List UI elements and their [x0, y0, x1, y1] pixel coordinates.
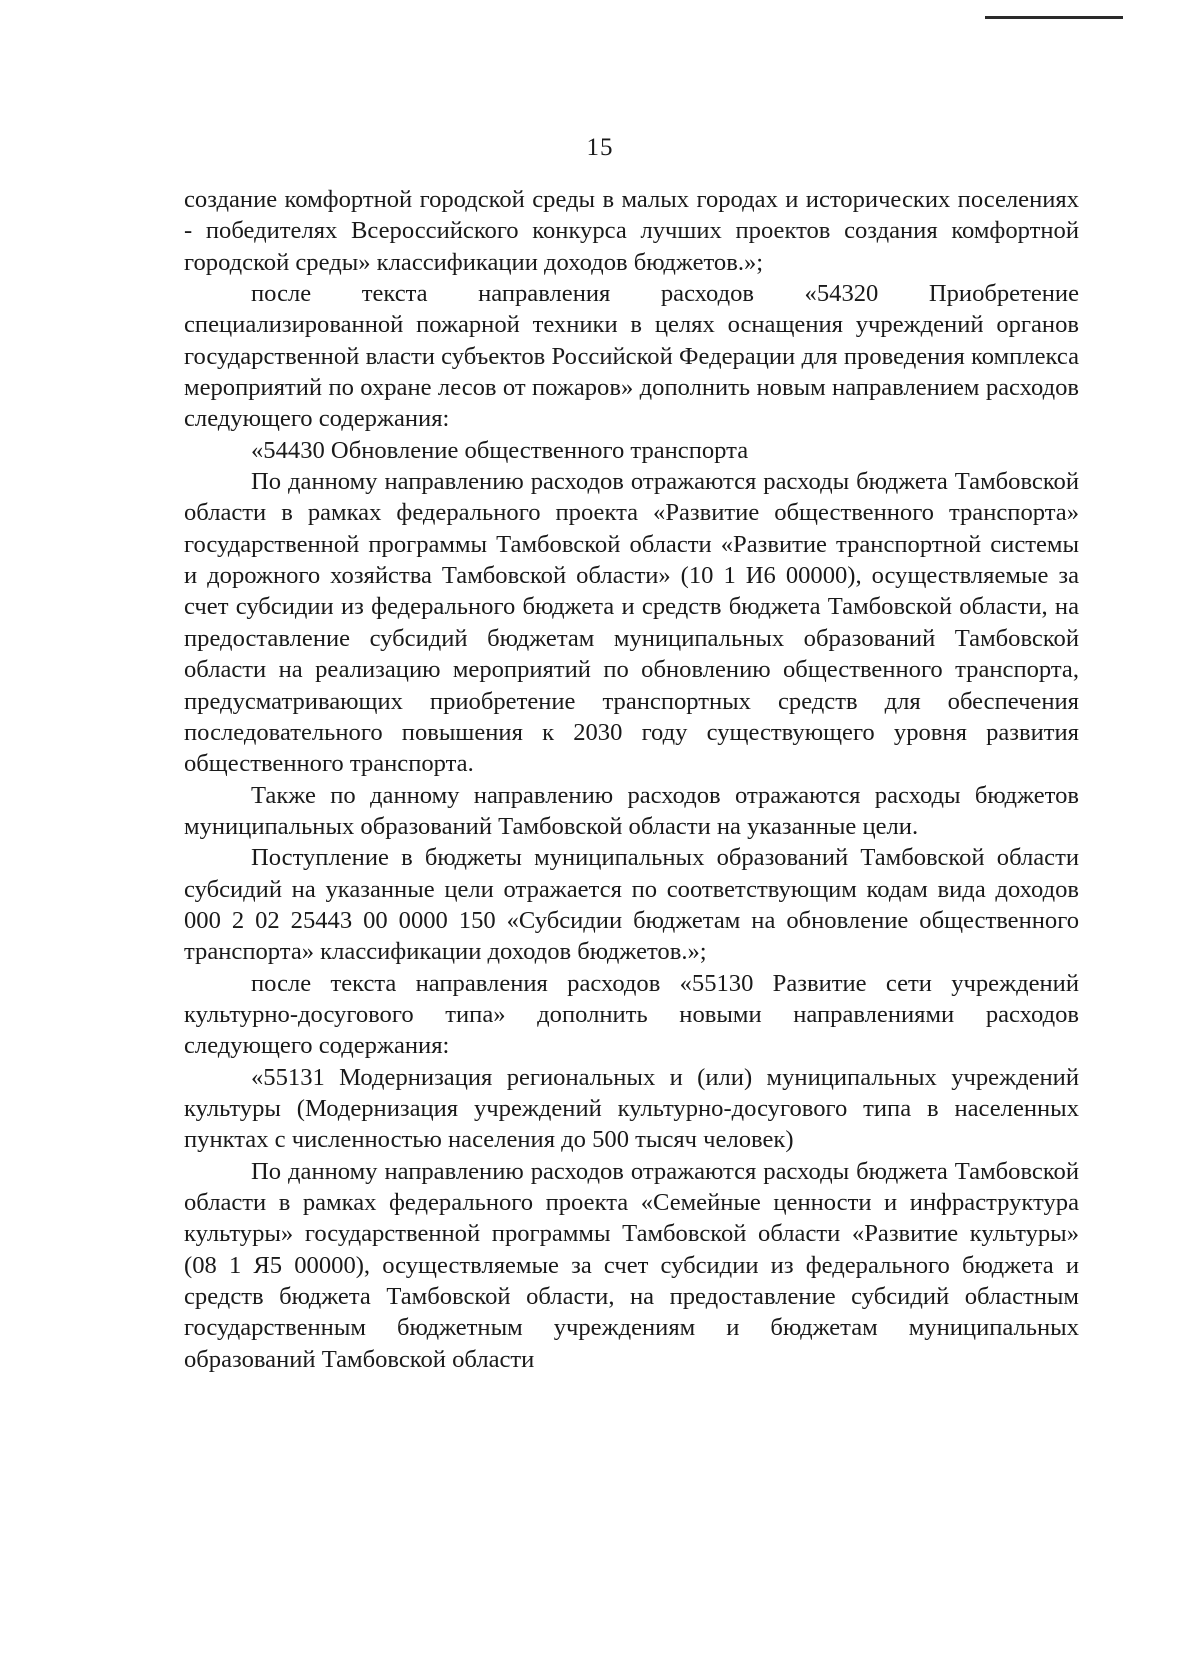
paragraph: после текста направления расходов «54320 Приобретение специализированной пожарной техники в целях оснащения учреждений органов государственной власти субъектов Российской Федерации для проведения комплекса мероприятий по охране лесов от пожаров» дополнить новым направлением расходов следующего содержания: — [184, 280, 1079, 433]
paragraph: «55131 Модернизация региональных и (или) муниципальных учреждений культуры (Модернизация учреждений культурно-досугового типа в населенных пунктах с численностью населения до 500 тысяч человек) — [184, 1063, 1079, 1154]
paragraph: По данному направлению расходов отражаются расходы бюджета Тамбовской области в рамках федерального проекта «Развитие общественного транспорта» государственной программы Тамбовской области «Развитие транспортной системы и дорожного хозяйства Тамбовской области» (10 1 И6 00000), осуществляемые за счет субсидии из федерального бюджета и средств бюджета Тамбовской области, на предоставление субсидий бюджетам муниципальных образований Тамбовской области на реализацию мероприятий по обновлению общественного транспорта, предусматривающих приобретение транспортных средств для обеспечения последовательного повышения к 2030 году существующего уровня развития общественного транспорта. — [184, 468, 1079, 778]
page-number: 15 — [586, 134, 614, 161]
paragraph: По данному направлению расходов отражаются расходы бюджета Тамбовской области в рамках федерального проекта «Семейные ценности и инфраструктура культуры» государственной программы Тамбовской области «Развитие культуры» (08 1 Я5 00000), осуществляемые за счет субсидии из федерального бюджета и средств бюджета Тамбовской области, на предоставление субсидий областным государственным бюджетным учреждениям и бюджетам муниципальных образований Тамбовской области — [184, 1157, 1079, 1373]
header-rule — [985, 16, 1123, 19]
paragraph: после текста направления расходов «55130 Развитие сети учреждений культурно-досугового типа» дополнить новыми направлениями расходов следующего содержания: — [184, 969, 1079, 1060]
paragraph: Поступление в бюджеты муниципальных образований Тамбовской области субсидий на указанные цели отражается по соответствующим кодам вида доходов 000 2 02 25443 00 0000 150 «Субсидии бюджетам на обновление общественного транспорта» классификации доходов бюджетов.»; — [184, 844, 1079, 966]
document-body — [184, 184, 1079, 1375]
paragraph: создание комфортной городской среды в малых городах и исторических поселениях - победителях Всероссийского конкурса лучших проектов создания комфортной городской среды» классификации доходов бюджетов.»; — [184, 186, 1079, 276]
paragraph: Также по данному направлению расходов отражаются расходы бюджетов муниципальных образований Тамбовской области на указанные цели. — [184, 781, 1079, 840]
paragraph: «54430 Обновление общественного транспорта — [251, 436, 749, 464]
